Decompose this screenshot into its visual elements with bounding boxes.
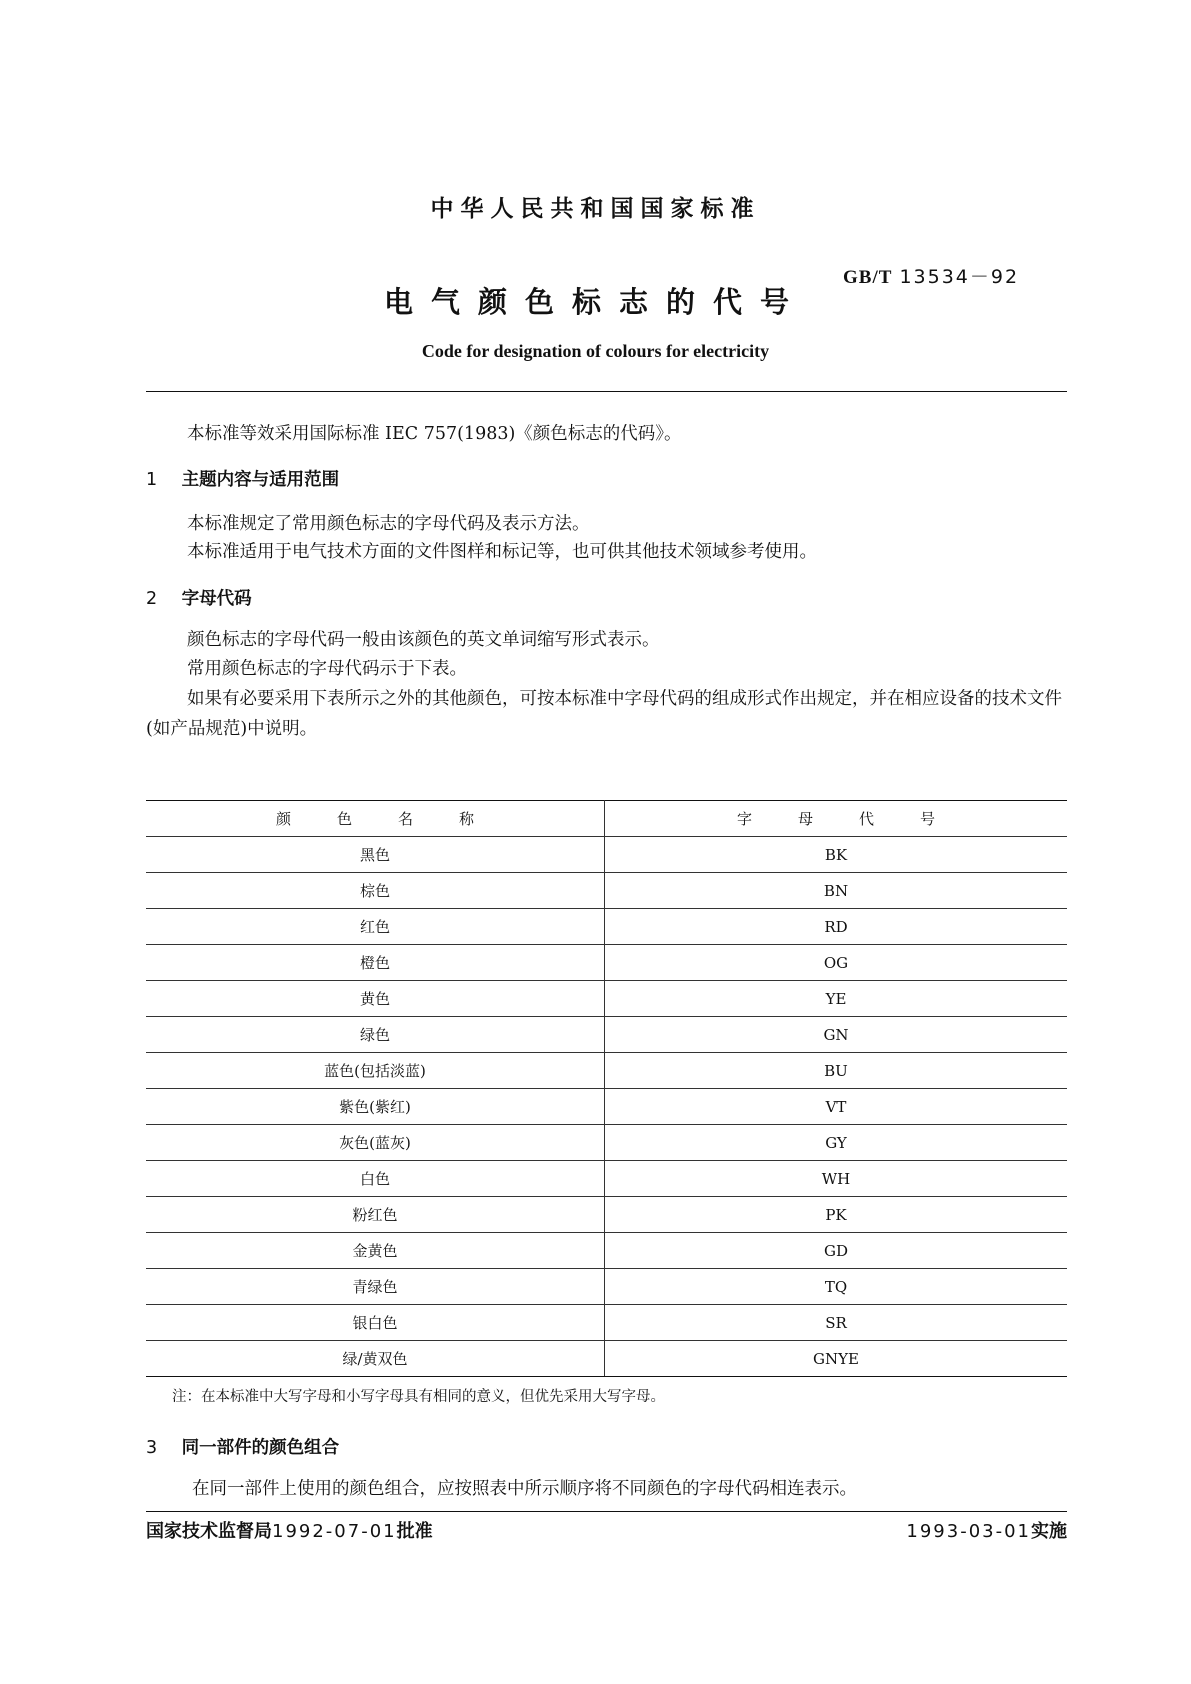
color-name-cell: 白色 bbox=[146, 1161, 605, 1197]
approval-line bbox=[146, 1517, 433, 1543]
header-char: 色 bbox=[336, 810, 352, 828]
header-char: 代 bbox=[859, 810, 875, 828]
effective-line bbox=[906, 1517, 1067, 1543]
letter-code-cell: GD bbox=[605, 1233, 1068, 1269]
letter-code-cell: BN bbox=[605, 873, 1068, 909]
header-char: 字 bbox=[736, 810, 752, 828]
section-title: 字母代码 bbox=[181, 589, 252, 609]
section-1-paragraph: 本标准适用于电气技术方面的文件图样和标记等，也可供其他技术领域参考使用。 bbox=[187, 542, 817, 562]
header-char: 名 bbox=[398, 810, 414, 828]
section-2-paragraph: 如果有必要采用下表所示之外的其他颜色，可按本标准中字母代码的组成形式作出规定，并在相应设备的技术文件(如产品规范)中说明。 bbox=[146, 689, 1062, 739]
table-row bbox=[146, 873, 1067, 909]
english-title: Code for designation of colours for electricity bbox=[421, 341, 770, 361]
letter-code-cell: VT bbox=[605, 1089, 1068, 1125]
table-row bbox=[146, 1197, 1067, 1233]
table-row bbox=[146, 1269, 1067, 1305]
color-name-cell: 黄色 bbox=[146, 981, 605, 1017]
color-name-cell: 蓝色(包括淡蓝) bbox=[146, 1053, 605, 1089]
letter-code-cell: YE bbox=[605, 981, 1068, 1017]
table-row bbox=[146, 1089, 1067, 1125]
section-3-heading bbox=[146, 1434, 339, 1459]
section-2-heading bbox=[146, 585, 252, 610]
table-row bbox=[146, 1341, 1067, 1377]
letter-code-cell: TQ bbox=[605, 1269, 1068, 1305]
table-row bbox=[146, 837, 1067, 873]
color-name-cell: 紫色(紫红) bbox=[146, 1089, 605, 1125]
color-name-cell: 棕色 bbox=[146, 873, 605, 909]
intro-paragraph: 本标准等效采用国际标准 IEC 757(1983)《颜色标志的代码》。 bbox=[187, 424, 682, 444]
section-title: 主题内容与适用范围 bbox=[181, 470, 340, 490]
header-char: 称 bbox=[459, 810, 475, 828]
table-row bbox=[146, 981, 1067, 1017]
letter-code-cell: OG bbox=[605, 945, 1068, 981]
header-char: 颜 bbox=[275, 810, 291, 828]
table-row bbox=[146, 1017, 1067, 1053]
color-code-table bbox=[146, 800, 1067, 1377]
letter-code-cell: BK bbox=[605, 837, 1068, 873]
letter-code-cell: BU bbox=[605, 1053, 1068, 1089]
page-title: 电气颜色标志的代号 bbox=[383, 285, 807, 319]
footer-rule bbox=[146, 1511, 1067, 1512]
approve-date: 1992-07-01 bbox=[272, 1521, 397, 1542]
table-note: 注：在本标准中大写字母和小写字母具有相同的意义，但优先采用大写字母。 bbox=[172, 1389, 665, 1405]
header-rule bbox=[146, 391, 1067, 392]
section-1-paragraph: 本标准规定了常用颜色标志的字母代码及表示方法。 bbox=[187, 514, 590, 534]
color-name-cell: 灰色(蓝灰) bbox=[146, 1125, 605, 1161]
effective-label: 实施 bbox=[1031, 1521, 1067, 1542]
color-name-cell: 青绿色 bbox=[146, 1269, 605, 1305]
table-row bbox=[146, 1161, 1067, 1197]
letter-code-cell: SR bbox=[605, 1305, 1068, 1341]
standard-code: 13534－92 bbox=[899, 266, 1020, 288]
table-header-row bbox=[146, 801, 1067, 837]
table-row bbox=[146, 1233, 1067, 1269]
effective-date: 1993-03-01 bbox=[906, 1521, 1031, 1542]
letter-code-cell: GNYE bbox=[605, 1341, 1068, 1377]
header-char: 号 bbox=[920, 810, 936, 828]
table-row bbox=[146, 1305, 1067, 1341]
approver: 国家技术监督局 bbox=[146, 1521, 272, 1542]
letter-code-cell: WH bbox=[605, 1161, 1068, 1197]
header-char: 母 bbox=[797, 810, 813, 828]
section-1-heading bbox=[146, 466, 339, 491]
section-number: 3 bbox=[146, 1438, 158, 1458]
section-2-paragraph: 常用颜色标志的字母代码示于下表。 bbox=[187, 659, 467, 679]
standard-prefix: GB/T bbox=[843, 267, 893, 288]
color-name-cell: 绿/黄双色 bbox=[146, 1341, 605, 1377]
table-row bbox=[146, 909, 1067, 945]
table-row bbox=[146, 1125, 1067, 1161]
section-3-paragraph: 在同一部件上使用的颜色组合，应按照表中所示顺序将不同颜色的字母代码相连表示。 bbox=[192, 1479, 857, 1499]
letter-code-cell: RD bbox=[605, 909, 1068, 945]
table-row bbox=[146, 1053, 1067, 1089]
column-header-letter-code bbox=[605, 801, 1068, 837]
section-title: 同一部件的颜色组合 bbox=[181, 1438, 340, 1458]
section-number: 1 bbox=[146, 470, 158, 490]
color-name-cell: 黑色 bbox=[146, 837, 605, 873]
color-name-cell: 粉红色 bbox=[146, 1197, 605, 1233]
letter-code-cell: GN bbox=[605, 1017, 1068, 1053]
color-name-cell: 红色 bbox=[146, 909, 605, 945]
color-name-cell: 金黄色 bbox=[146, 1233, 605, 1269]
color-name-cell: 绿色 bbox=[146, 1017, 605, 1053]
approve-label: 批准 bbox=[396, 1521, 433, 1542]
color-name-cell: 银白色 bbox=[146, 1305, 605, 1341]
column-header-color-name bbox=[146, 801, 605, 837]
letter-code-cell: PK bbox=[605, 1197, 1068, 1233]
section-number: 2 bbox=[146, 589, 158, 609]
issuer-title: 中华人民共和国国家标准 bbox=[430, 196, 761, 222]
color-name-cell: 橙色 bbox=[146, 945, 605, 981]
table-row bbox=[146, 945, 1067, 981]
section-2-paragraph: 颜色标志的字母代码一般由该颜色的英文单词缩写形式表示。 bbox=[187, 630, 660, 650]
letter-code-cell: GY bbox=[605, 1125, 1068, 1161]
